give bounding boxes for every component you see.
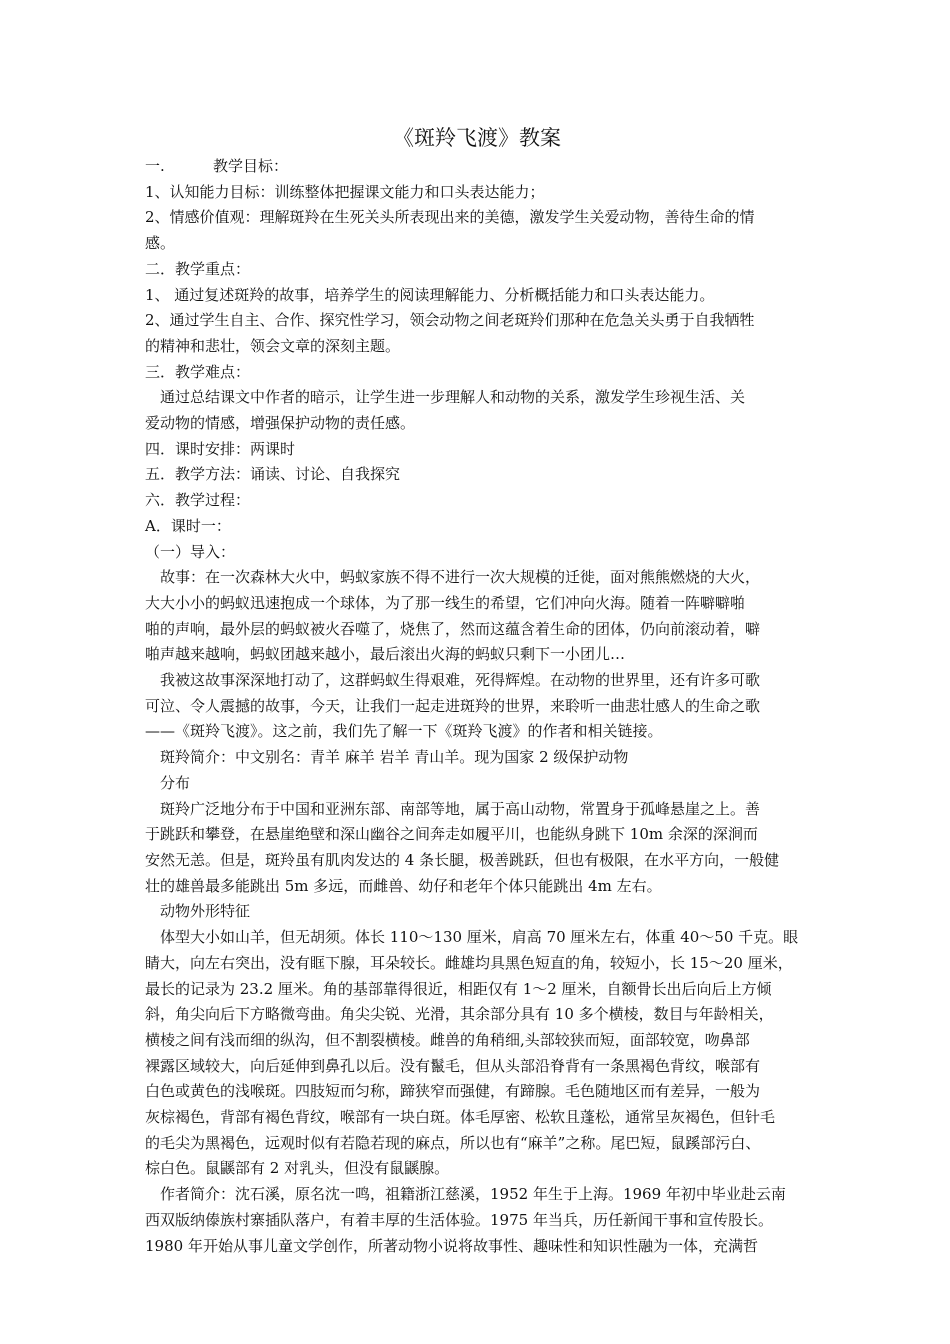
paragraph-line: 裸露区域较大，向后延伸到鼻孔以后。没有鬣毛，但从头部沿脊背有一条黑褐色背纹，喉部有: [145, 1056, 761, 1075]
paragraph-line: ——《斑羚飞渡》。这之前，我们先了解一下《斑羚飞渡》的作者和相关链接。: [145, 722, 663, 741]
paragraph-line: 2、情感价值观：理解斑羚在生死关头所表现出来的美德，激发学生关爱动物，善待生命的情: [145, 208, 755, 227]
paragraph-line: 的精神和悲壮，领会文章的深刻主题。: [145, 336, 401, 355]
paragraph-line: 斜，角尖向后下方略微弯曲。角尖尖锐、光滑，其余部分具有 10 多个横棱，数目与年龄相关，: [145, 1005, 774, 1024]
paragraph-line: 灰棕褐色，背部有褐色背纹，喉部有一块白斑。体毛厚密、松软且蓬松，通常呈灰褐色，但针毛: [145, 1108, 776, 1127]
document-title: 《斑羚飞渡》教案: [393, 126, 561, 150]
paragraph-line: 于跳跃和攀登，在悬崖绝壁和深山幽谷之间奔走如履平川，也能纵身跳下 10m 余深的深涧而: [145, 825, 758, 844]
heading-schedule: 四．课时安排：两课时: [145, 439, 296, 458]
heading-text: 教学目标：: [213, 157, 289, 175]
heading-number: 一.: [145, 157, 165, 175]
heading-lesson-one: A．课时一：: [145, 516, 231, 535]
paragraph-line: 安然无恙。但是，斑羚虽有肌肉发达的 4 条长腿，极善跳跃，但也有极限，在水平方向，一般健: [145, 850, 780, 869]
paragraph-line: 斑羚简介：中文别名：青羊 麻羊 岩羊 青山羊。现为国家 2 级保护动物: [160, 748, 629, 767]
paragraph-line: 壮的雄兽最多能跳出 5m 多远，而雌兽、幼仔和老年个体只能跳出 4m 左右。: [145, 876, 662, 895]
paragraph-line: 白色或黄色的浅喉斑。四肢短而匀称，蹄狭窄而强健，有蹄腺。毛色随地区而有差异，一般为: [145, 1082, 761, 1101]
heading-introduction: （一）导入：: [145, 542, 236, 561]
paragraph-line: 斑羚广泛地分布于中国和亚洲东部、南部等地，属于高山动物，常置身于孤峰悬崖之上。善: [160, 799, 761, 818]
paragraph-line: 我被这故事深深地打动了，这群蚂蚁生得艰难，死得辉煌。在动物的世界里，还有许多可歌: [160, 671, 761, 690]
paragraph-line: 最长的记录为 23.2 厘米。角的基部靠得很近，相距仅有 1～2 厘米，自额骨长出后向后上方倾: [145, 979, 772, 998]
heading-methods: 五．教学方法：诵读、讨论、自我探究: [145, 465, 401, 484]
paragraph-line: 1、 通过复述斑羚的故事，培养学生的阅读理解能力、分析概括能力和口头表达能力。: [145, 285, 715, 304]
paragraph-line: 故事：在一次森林大火中，蚂蚁家族不得不进行一次大规模的迁徙，面对熊熊燃烧的大火，: [160, 568, 761, 587]
paragraph-line: 西双版纳傣族村寨插队落户，有着丰厚的生活体验。1975 年当兵，历任新闻干事和宣传股长。: [145, 1210, 773, 1229]
paragraph-line: 作者简介：沈石溪，原名沈一鸣，祖籍浙江慈溪，1952 年生于上海。1969 年初中毕业赴云南: [160, 1185, 786, 1204]
paragraph-line: 通过总结课文中作者的暗示，让学生进一步理解人和动物的关系，激发学生珍视生活、关: [160, 388, 746, 407]
paragraph-line: 1980 年开始从事儿童文学创作，所著动物小说将故事性、趣味性和知识性融为一体，充满哲: [145, 1236, 758, 1255]
paragraph-line: 可泣、令人震撼的故事，今天，让我们一起走进斑羚的世界，来聆听一曲悲壮感人的生命之歌: [145, 696, 761, 715]
subheading-distribution: 分布: [160, 773, 191, 792]
paragraph-line: 1、认知能力目标：训练整体把握课文能力和口头表达能力；: [145, 182, 545, 201]
paragraph-line: 啪的声响，最外层的蚂蚁被火吞噬了，烧焦了，然而这蕴含着生命的团体，仍向前滚动着，噼: [145, 619, 761, 638]
paragraph-line: 横棱之间有浅而细的纵沟，但不割裂横棱。雌兽的角稍细,头部较狭而短，面部较宽，吻鼻部: [145, 1030, 750, 1049]
paragraph-line: 大大小小的蚂蚁迅速抱成一个球体，为了那一线生的希望，它们冲向火海。随着一阵噼噼啪: [145, 593, 746, 612]
heading-process: 六．教学过程：: [145, 491, 251, 510]
paragraph-line: 2、通过学生自主、合作、探究性学习，领会动物之间老斑羚们那种在危急关头勇于自我牺牲: [145, 311, 755, 330]
paragraph-line: 的毛尖为黑褐色，远观时似有若隐若现的麻点，所以也有“麻羊”之称。尾巴短，鼠蹊部污白、: [145, 1133, 761, 1152]
heading-teaching-focus: 二．教学重点：: [145, 259, 251, 278]
paragraph-line: 睛大，向左右突出，没有眶下腺，耳朵较长。雌雄均具黑色短直的角，较短小，长 15～20 厘米，: [145, 953, 793, 972]
document-page: [145, 124, 809, 1259]
paragraph-line: 爱动物的情感，增强保护动物的责任感。: [145, 414, 416, 433]
heading-teaching-difficulty: 三．教学难点：: [145, 362, 251, 381]
paragraph-line: 体型大小如山羊，但无胡须。体长 110～130 厘米，肩高 70 厘米左右，体重 40～50 千克。眼: [160, 928, 799, 947]
paragraph-line: 感。: [145, 234, 176, 253]
paragraph-line: 啪声越来越响，蚂蚁团越来越小，最后滚出火海的蚂蚁只剩下一小团儿…: [145, 645, 626, 664]
heading-teaching-goals: [145, 154, 809, 180]
paragraph-line: 棕白色。鼠鼷部有 2 对乳头，但没有鼠鼷腺。: [145, 1159, 450, 1178]
subheading-appearance: 动物外形特征: [160, 902, 251, 921]
